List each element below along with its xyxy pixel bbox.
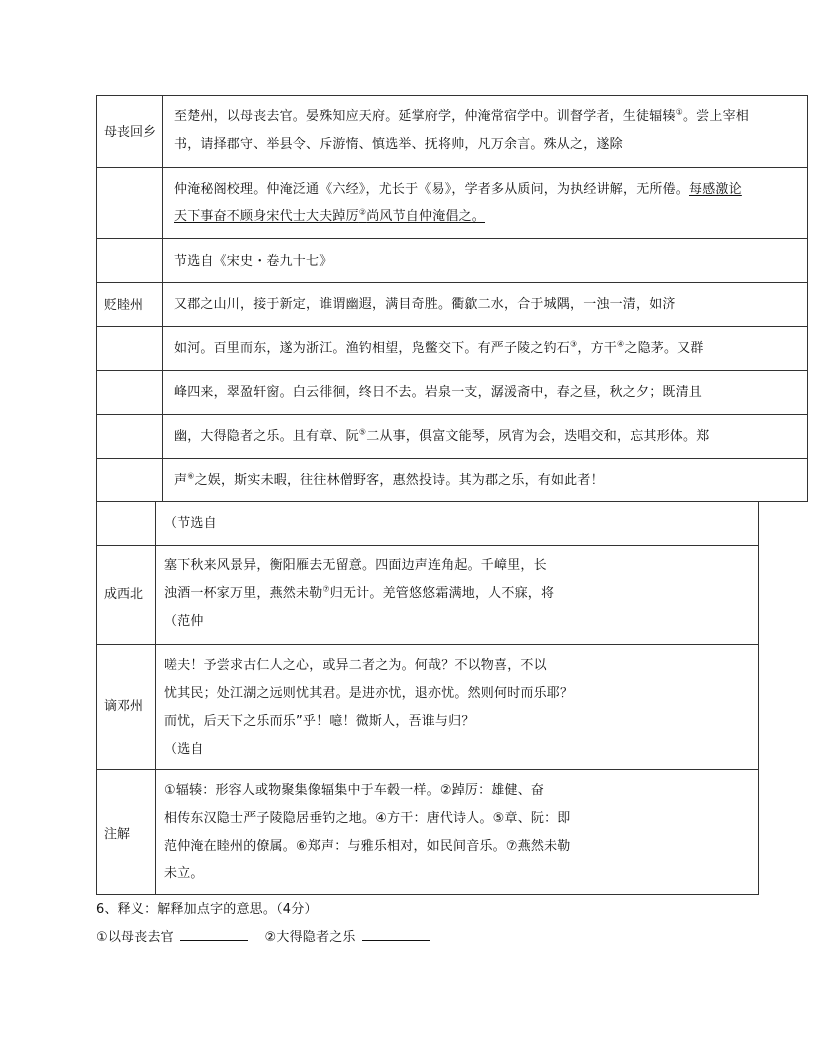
text-line: 嗟夫！予尝求古仁人之心，或异二者之为。何哉？不以物喜，不以 xyxy=(164,658,547,673)
annotation-line: 相传东汉隐士严子陵隐居垂钓之地。④方干：唐代诗人。⑤章、阮：即 xyxy=(164,811,571,826)
source-citation: 节选自《宋史・卷九十七》 xyxy=(174,254,333,269)
row-line xyxy=(96,414,808,415)
annotation-line: 范仲淹在睦州的僚属。⑥郑声：与雅乐相对，如民间音乐。⑦燕然未勒 xyxy=(164,839,571,854)
row-line xyxy=(96,282,808,283)
text-line: （选自 xyxy=(164,742,204,757)
text-line: 塞下秋来风景异，衡阳雁去无留意。四面边声连角起。千嶂里，长 xyxy=(164,558,547,573)
annotation-line: 未立。 xyxy=(164,866,204,881)
text-line: 忧其民；处江湖之远则忧其君。是进亦忧，退亦忧。然则何时而乐耶？ xyxy=(164,686,574,701)
text-line: 而忧，后天下之乐而乐”乎！噫！微斯人，吾谁与归？ xyxy=(164,714,475,729)
row-line xyxy=(96,238,808,239)
text-line: 幽，大得隐者之乐。且有章、阮⑤二从事，俱富文能琴，夙宵为会，迭唱交和，忘其形体。郑 xyxy=(174,427,710,444)
text-line: 又郡之山川，接于新定，谁谓幽遐，满目奇胜。衢歙二水，合于城隅，一浊一清，如济 xyxy=(174,297,676,312)
text-line: 如河。百里而东，遂为浙江。渔钓相望，凫鳖交下。有严子陵之钓石③，方干④之隐茅。又群 xyxy=(174,339,704,356)
question-item-1: ①以母丧去官 xyxy=(96,930,174,945)
row-label-exiled-dengzhou: 谪邓州 xyxy=(104,699,144,714)
row-line xyxy=(96,769,759,770)
text-line: 至楚州，以母丧去官。晏殊知应天府。延掌府学，仲淹常宿学中。训督学者，生徒辐辏①。尝上宰相 xyxy=(174,107,749,124)
question-item-2: ②大得隐者之乐 xyxy=(264,930,356,945)
row-line xyxy=(96,167,808,168)
row-label-western-frontier: 成西北 xyxy=(104,587,144,602)
row-line xyxy=(96,326,808,327)
question-items xyxy=(96,926,430,945)
answer-blank-2[interactable] xyxy=(362,928,430,941)
annotation-line: ①辐辏：形容人或物聚集像辐集中于车毂一样。②踔厉：雄健、奋 xyxy=(164,783,545,798)
answer-blank-1[interactable] xyxy=(180,928,248,941)
row-label-annotations: 注解 xyxy=(104,827,131,842)
text-line: （节选自 xyxy=(164,516,217,531)
row-label-mother-funeral: 母丧回乡 xyxy=(104,125,157,140)
text-line: 峰四来，翠盈轩窗。白云徘徊，终日不去。岩泉一支，潺湲斋中，春之昼，秋之夕；既清且 xyxy=(174,385,703,400)
text-line: 声⑥之娱，斯实未暇，往往林僧野客，惠然投诗。其为郡之乐，有如此者！ xyxy=(174,471,604,488)
text-line: 浊酒一杯家万里，燕然未勒⑦归无计。羌管悠悠霜满地，人不寐，将 xyxy=(164,584,555,601)
question-title: 6、释义：解释加点字的意思。（4分） xyxy=(96,902,318,917)
lower-col-divider xyxy=(155,501,156,895)
underlined-sentence: 天下事奋不顾身宋代士大夫踔厉②尚风节自仲淹倡之。 xyxy=(174,207,485,224)
row-label-demoted-muzhou: 贬睦州 xyxy=(104,298,144,313)
row-line xyxy=(96,545,759,546)
row-line xyxy=(96,644,759,645)
text-line: （范仲 xyxy=(164,614,204,629)
text-line: 书，请择郡守、举县令、斥游惰、慎选举、抚将帅，凡万余言。殊从之，遂除 xyxy=(174,137,623,152)
row-line xyxy=(96,370,808,371)
row-line xyxy=(96,458,808,459)
text-line: 仲淹秘阁校理。仲淹泛通《六经》，尤长于《易》，学者多从质问，为执经讲解，无所倦。每感激论 xyxy=(174,182,742,197)
upper-col-divider xyxy=(162,95,163,502)
